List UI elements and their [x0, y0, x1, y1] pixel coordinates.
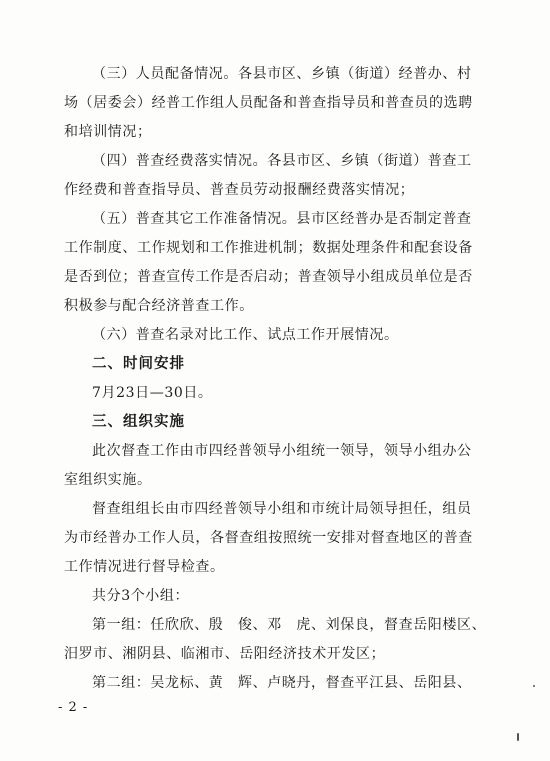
group-one: [64, 611, 494, 669]
text-line: 和培训情况；: [64, 124, 152, 140]
text-line: 汨罗市、湘阴县、临湘市、岳阳经济技术开发区；: [64, 646, 386, 662]
text-line: 是否到位；普查宣传工作是否启动；普查领导小组成员单位是否: [64, 269, 473, 285]
group-two: [64, 669, 494, 698]
text-line: 积极参与配合经济普查工作。: [64, 298, 254, 314]
groups-intro: 共分3个小组：: [92, 588, 190, 604]
text-line: （六）普查名录对比工作、试点工作开展情况。: [92, 327, 399, 343]
scan-speck: [533, 685, 535, 687]
text-line: 工作制度、工作规划和工作推进机制；数据处理条件和配套设备: [64, 240, 473, 256]
text-line: （三）人员配备情况。各县市区、乡镇（街道）经普办、村: [92, 66, 472, 82]
text-line: 为市经普办工作人员，各督查组按照统一安排对督查地区的普查: [64, 530, 473, 546]
organization-paragraph-1: [64, 437, 494, 495]
time-range-text: 7月23日—30日。: [92, 385, 213, 401]
text-line: 此次督查工作由市四经普领导小组统一领导，领导小组办公: [92, 443, 472, 459]
organization-paragraph-2: [64, 495, 494, 582]
text-line: 工作情况进行督导检查。: [64, 559, 225, 575]
text-line: 第一组：任欣欣、殷 俊、邓 虎、刘保良，督查岳阳楼区、: [92, 617, 487, 633]
scan-speck: [517, 733, 519, 741]
text-line: 第二组：吴龙标、黄 辉、卢晓丹，督查平江县、岳阳县、: [92, 675, 472, 691]
page-number: - 2 -: [58, 700, 89, 715]
text-line: （四）普查经费落实情况。各县市区、乡镇（街道）普查工: [92, 153, 472, 169]
item-four: [64, 147, 494, 205]
text-line: （五）普查其它工作准备情况。县市区经普办是否制定普查: [92, 211, 472, 227]
text-line: 作经费和普查指导员、普查员劳动报酬经费落实情况；: [64, 182, 415, 198]
document-body: [64, 60, 494, 698]
section-heading-organization: 三、组织实施: [92, 414, 185, 430]
text-line: 督查组组长由市四经普领导小组和市统计局领导担任，组员: [92, 501, 472, 517]
text-line: 场（居委会）经普工作组人员配备和普查指导员和普查员的选聘: [64, 95, 473, 111]
item-three: [64, 60, 494, 147]
text-line: 室组织实施。: [64, 472, 152, 488]
section-heading-time: 二、时间安排: [92, 356, 185, 372]
item-six: [64, 321, 494, 350]
item-five: [64, 205, 494, 321]
